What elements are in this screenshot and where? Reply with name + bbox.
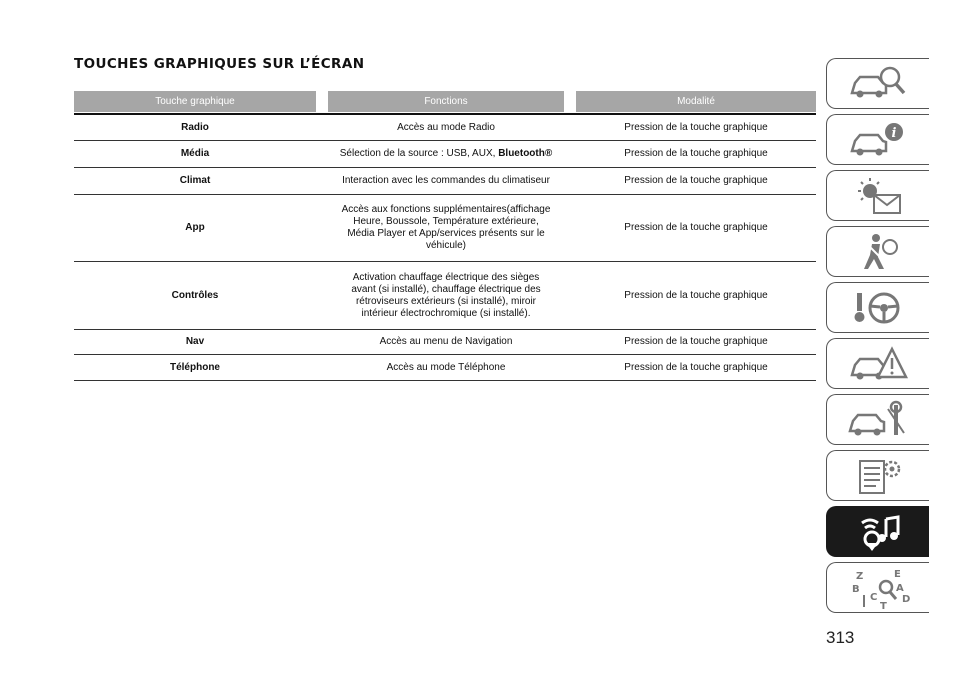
tab-warning-lights[interactable] <box>826 170 929 221</box>
header-functions: Fonctions <box>328 91 564 112</box>
table-row <box>74 355 816 381</box>
index-letter: T <box>880 600 887 609</box>
function-line: Activation chauffage électrique des sièges <box>352 271 540 283</box>
row-mode: Pression de la touche graphique <box>624 175 768 186</box>
multimedia-icon <box>846 511 910 553</box>
steering-wheel-icon <box>846 287 910 329</box>
index-letter: D <box>902 593 910 605</box>
car-warning-triangle-icon <box>846 343 910 385</box>
alphabetical-index-icon <box>846 567 910 609</box>
row-function <box>328 204 564 252</box>
row-function <box>328 272 564 320</box>
warning-light-message-icon <box>846 175 910 217</box>
index-letter: B <box>852 583 860 595</box>
airbag-seatbelt-icon <box>846 231 910 273</box>
function-line: Heure, Boussole, Température extérieure, <box>353 216 539 227</box>
row-mode: Pression de la touche graphique <box>624 289 768 301</box>
table-row <box>74 168 816 195</box>
row-key: Téléphone <box>169 361 220 373</box>
index-letter: Z <box>856 570 864 582</box>
tab-index[interactable] <box>826 562 929 613</box>
row-function: Interaction avec les commandes du climatiseur <box>342 175 550 186</box>
bluetooth-label: Bluetooth® <box>498 148 553 159</box>
index-letter: E <box>894 568 901 580</box>
table-header <box>74 91 816 112</box>
svg-text:i: i <box>891 125 897 141</box>
tab-multimedia[interactable] <box>826 506 929 557</box>
car-wrench-icon <box>846 399 910 441</box>
function-line: Média Player et App/services présents sur le <box>347 228 545 239</box>
page-number: 313 <box>826 628 855 647</box>
table-row <box>74 262 816 330</box>
tab-car-info[interactable] <box>826 114 929 165</box>
index-letter: A <box>896 582 904 594</box>
row-mode: Pression de la touche graphique <box>624 222 768 233</box>
row-key: Radio <box>181 121 209 133</box>
row-key: Climat <box>179 175 211 186</box>
row-function <box>328 148 564 160</box>
row-function: Accès au mode Radio <box>397 121 495 133</box>
row-function-text: Sélection de la source : USB, AUX, <box>339 148 496 159</box>
row-mode: Pression de la touche graphique <box>624 361 768 373</box>
row-function: Accès au menu de Navigation <box>379 336 513 347</box>
table-row <box>74 330 816 355</box>
row-mode: Pression de la touche graphique <box>624 121 768 133</box>
table-row <box>74 141 816 168</box>
car-search-icon <box>846 63 910 105</box>
index-letter: C <box>870 591 878 603</box>
row-key: Média <box>180 148 210 159</box>
function-line: véhicule) <box>425 240 467 251</box>
function-line: rétroviseurs extérieurs (si installé), miroir <box>355 295 537 307</box>
touch-buttons-table <box>74 91 816 381</box>
row-function: Accès au mode Téléphone <box>386 361 506 373</box>
tab-maintenance[interactable] <box>826 394 929 445</box>
section-title: TOUCHES GRAPHIQUES SUR L’ÉCRAN <box>74 56 365 72</box>
header-touch-button: Touche graphique <box>74 91 316 112</box>
tab-specifications[interactable] <box>826 450 929 501</box>
function-line: avant (si installé), chauffage électrique des <box>351 283 541 295</box>
table-row <box>74 115 816 141</box>
function-line: intérieur électrochromique (si installé). <box>361 307 531 319</box>
tab-driving[interactable] <box>826 282 929 333</box>
function-line: Accès aux fonctions supplémentaires(affichage <box>341 204 551 215</box>
row-key: Contrôles <box>171 289 219 301</box>
header-mode: Modalité <box>576 91 816 112</box>
row-mode: Pression de la touche graphique <box>624 148 768 159</box>
row-key: Nav <box>185 336 205 347</box>
tab-safety[interactable] <box>826 226 929 277</box>
tab-emergency[interactable] <box>826 338 929 389</box>
row-key: App <box>185 222 205 233</box>
specifications-gear-icon <box>846 455 910 497</box>
tab-car-search[interactable] <box>826 58 929 109</box>
table-row <box>74 195 816 262</box>
row-mode: Pression de la touche graphique <box>624 336 768 347</box>
car-info-icon <box>846 119 910 161</box>
